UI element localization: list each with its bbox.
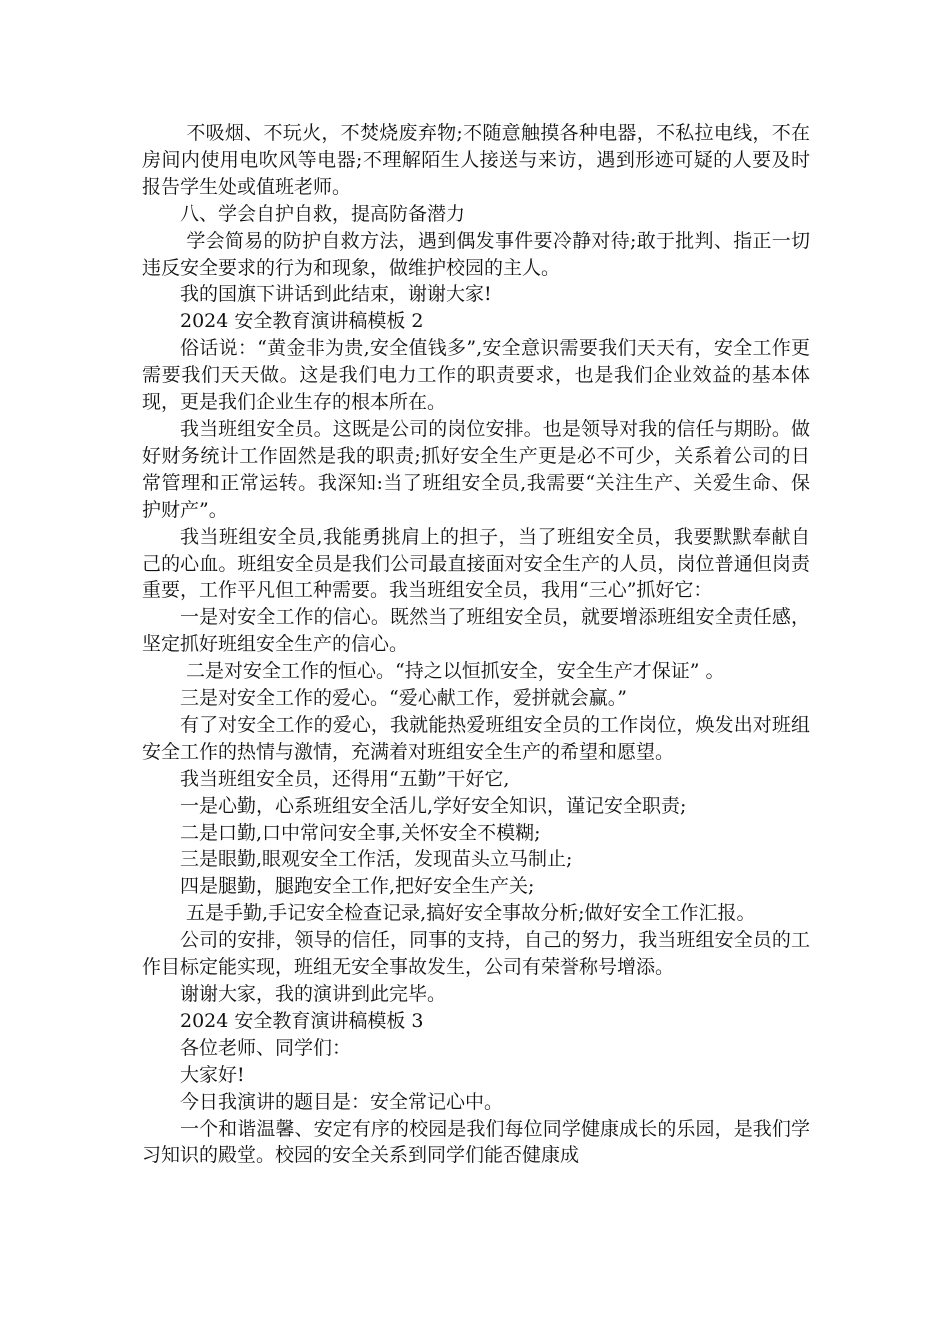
paragraph: 不吸烟、不玩火，不焚烧废弃物;不随意触摸各种电器，不私拉电线，不在房间内使用电吹风等电器;不理解陌生人接送与来访，遇到形迹可疑的人要及时报告学生处或值班老师。 [142, 122, 811, 198]
paragraph: 一是心勤，心系班组安全活儿,学好安全知识，谨记安全职责; [180, 794, 687, 817]
paragraph: 四是腿勤，腿跑安全工作,把好安全生产关; [180, 875, 535, 898]
section-heading: 八、学会自护自救，提高防备潜力 [180, 202, 466, 225]
paragraph: 我当班组安全员，还得用“五勤”干好它, [180, 767, 510, 790]
paragraph: 我当班组安全员,我能勇挑肩上的担子，当了班组安全员，我要默默奉献自己的心血。班组安全员是我们公司最直接面对安全生产的人员，岗位普通但岗责重要，工作平凡但工种需要。我当班组安全员，我用“三心”抓好它： [142, 525, 810, 602]
paragraph: 三是对安全工作的爱心。“爱心献工作，爱拼就会赢。” [180, 687, 627, 710]
section-title: 2024 安全教育演讲稿模板 3 [180, 1009, 424, 1032]
paragraph: 今日我演讲的题目是：安全常记心中。 [180, 1090, 504, 1113]
paragraph: 一是对安全工作的信心。既然当了班组安全员，就要增添班组安全责任感，坚定抓好班组安全生产的信心。 [142, 606, 810, 656]
paragraph: 我当班组安全员。这既是公司的岗位安排。也是领导对我的信任与期盼。做好财务统计工作固然是我的职责;抓好安全生产更是必不可少，关系着公司的日常管理和正常运转。我深知:当了班组安全员,我需要“关注生产、关爱生命、保护财产”。 [142, 417, 810, 521]
paragraph: 五是手勤,手记安全检查记录,搞好安全事故分析;做好安全工作汇报。 [180, 902, 756, 925]
paragraph: 各位老师、同学们： [180, 1036, 352, 1059]
document-body [142, 120, 810, 1169]
paragraph: 公司的安排，领导的信任，同事的支持，自己的努力，我当班组安全员的工作目标定能实现，班组无安全事故发生，公司有荣誉称号增添。 [142, 929, 810, 979]
paragraph: 我的国旗下讲话到此结束，谢谢大家! [180, 283, 492, 306]
paragraph: 一个和谐温馨、安定有序的校园是我们每位同学健康成长的乐园，是我们学习知识的殿堂。校园的安全关系到同学们能否健康成 [142, 1117, 810, 1167]
paragraph: 有了对安全工作的爱心，我就能热爱班组安全员的工作岗位，焕发出对班组安全工作的热情与激情，充满着对班组安全生产的希望和愿望。 [142, 713, 810, 763]
paragraph: 大家好! [180, 1063, 245, 1086]
section-title: 2024 安全教育演讲稿模板 2 [180, 310, 424, 333]
paragraph: 三是眼勤,眼观安全工作活，发现苗头立马制止; [180, 848, 573, 871]
paragraph: 谢谢大家，我的演讲到此完毕。 [180, 983, 447, 1005]
paragraph: 二是口勤,口中常问安全事,关怀安全不模糊; [180, 821, 541, 844]
paragraph: 二是对安全工作的恒心。“持之以恒抓安全，安全生产才保证” 。 [180, 660, 725, 683]
paragraph: 学会简易的防护自救方法，遇到偶发事件要冷静对待;敢于批判、指正一切违反安全要求的行为和现象，做维护校园的主人。 [142, 229, 811, 279]
paragraph: 俗话说：“黄金非为贵,安全值钱多”,安全意识需要我们天天有，安全工作更需要我们天天做。这是我们电力工作的职责要求，也是我们企业效益的基本体现，更是我们企业生存的根本所在。 [142, 337, 810, 414]
